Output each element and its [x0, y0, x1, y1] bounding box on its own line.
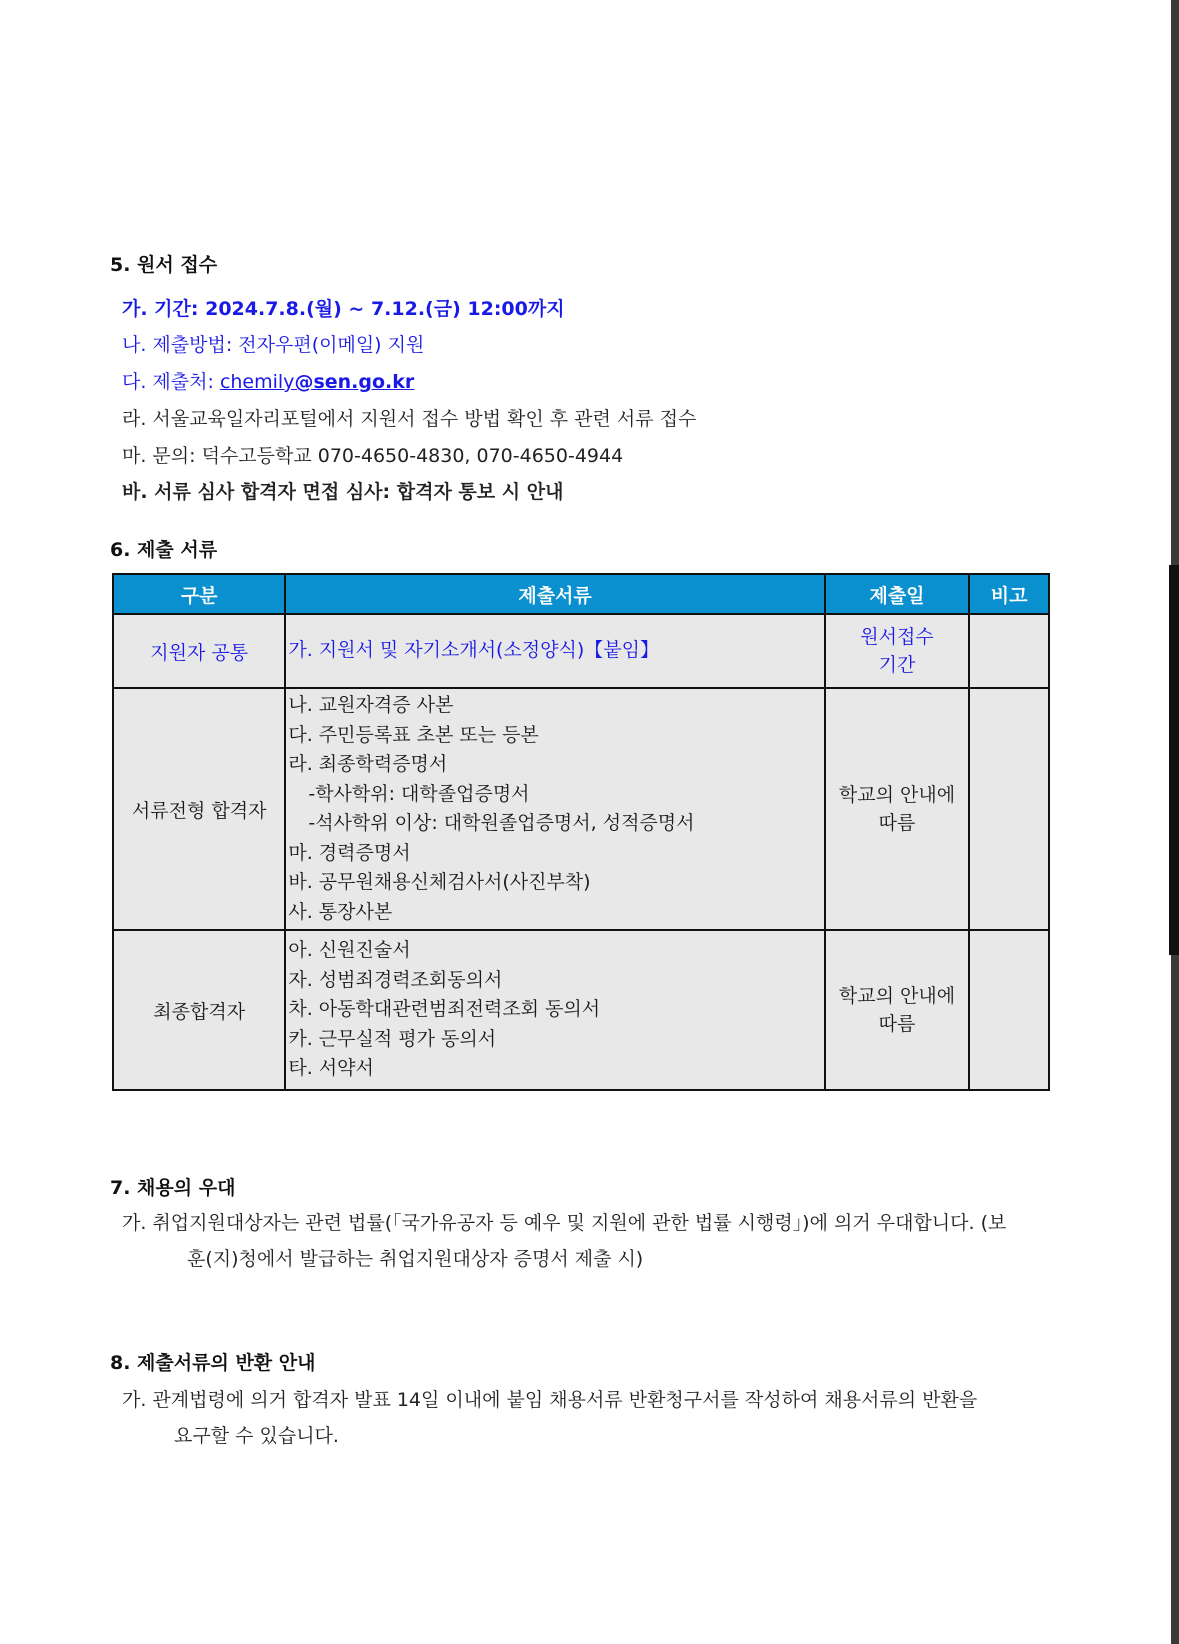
date-line: 원서접수: [860, 626, 934, 648]
row-date: [825, 688, 969, 930]
document-item: 다. 주민등록표 초본 또는 등본: [288, 723, 539, 746]
row-category: 지원자 공통: [113, 614, 285, 688]
row-date: [825, 930, 969, 1090]
document-item: 바. 공무원채용신체검사서(사진부착): [288, 871, 591, 893]
section-8-title: 8. 제출서류의 반환 안내: [110, 1352, 316, 1374]
document-item: 나. 교원자격증 사본: [288, 694, 454, 716]
date-line: 따름: [878, 812, 916, 834]
documents-table: [112, 573, 1050, 1091]
row-documents: [285, 688, 824, 930]
section-7-line: 훈(지)청에서 발급하는 취업지원대상자 증명서 제출 시): [187, 1248, 644, 1270]
header-date: 제출일: [825, 574, 969, 614]
document-subitem: -학사학위: 대학졸업증명서: [308, 782, 530, 805]
table-row: [113, 614, 1049, 688]
row-note: [969, 688, 1049, 930]
section-5-contact: 마. 문의: 덕수고등학교 070-4650-4830, 070-4650-4944: [122, 445, 624, 467]
document-item: 라. 최종학력증명서: [288, 753, 448, 775]
table-header-row: [113, 574, 1049, 614]
email-user: chemily: [219, 371, 295, 393]
email-domain: @sen.go.kr: [294, 371, 415, 393]
date-line: 학교의 안내에: [838, 985, 956, 1007]
date-line: 따름: [878, 1013, 916, 1035]
document-item: 차. 아동학대관련범죄전력조회 동의서: [288, 998, 601, 1021]
scrollbar-thumb[interactable]: [1169, 565, 1179, 955]
section-8-body: [122, 1382, 977, 1454]
header-documents: 제출서류: [285, 574, 824, 614]
row-date: [825, 614, 969, 688]
section-7-body: [122, 1205, 1006, 1277]
section-5-destination: [122, 367, 414, 394]
header-note: 비고: [969, 574, 1049, 614]
document-item: 타. 서약서: [288, 1057, 374, 1080]
section-7-title: 7. 채용의 우대: [110, 1177, 236, 1199]
section-6-title: 6. 제출 서류: [110, 539, 218, 561]
section-5-period: 가. 기간: 2024.7.8.(월) ~ 7.12.(금) 12:00까지: [122, 298, 565, 320]
row-note: [969, 930, 1049, 1090]
document-subitem: -석사학위 이상: 대학원졸업증명서, 성적증명서: [308, 812, 695, 834]
document-item: 아. 신원진술서: [288, 939, 411, 962]
row-documents: [285, 614, 824, 688]
section-5-method: 나. 제출방법: 전자우편(이메일) 지원: [122, 334, 425, 356]
destination-label: 다. 제출처:: [122, 371, 220, 393]
section-7-line: 가. 취업지원대상자는 관련 법률(｢국가유공자 등 예우 및 지원에 관한 법률 시행령｣)에 의거 우대합니다. (보: [122, 1212, 1007, 1234]
section-5-portal: 라. 서울교육일자리포털에서 지원서 접수 방법 확인 후 관련 서류 접수: [122, 408, 697, 430]
date-line: 기간: [878, 654, 916, 676]
email-link[interactable]: [220, 371, 414, 393]
document-item: 자. 성범죄경력조회동의서: [288, 968, 503, 991]
row-note: [969, 614, 1049, 688]
row-category: 최종합격자: [113, 930, 285, 1090]
date-line: 학교의 안내에: [838, 784, 956, 806]
row-documents: [285, 930, 824, 1090]
document-item: 가. 지원서 및 자기소개서(소정양식)【붙임】: [288, 639, 659, 662]
section-8-line: 요구할 수 있습니다.: [174, 1425, 339, 1447]
table-row: [113, 688, 1049, 930]
row-category: 서류전형 합격자: [113, 688, 285, 930]
section-5-title: 5. 원서 접수: [110, 254, 218, 276]
section-5-interview: 바. 서류 심사 합격자 면접 심사: 합격자 통보 시 안내: [122, 481, 564, 503]
header-category: 구분: [113, 574, 285, 614]
section-8-line: 가. 관계법령에 의거 합격자 발표 14일 이내에 붙임 채용서류 반환청구서를 작성하여 채용서류의 반환을: [122, 1389, 978, 1411]
document-item: 사. 통장사본: [288, 900, 393, 923]
document-item: 카. 근무실적 평가 동의서: [288, 1027, 497, 1050]
table-row: [113, 930, 1049, 1090]
document-item: 마. 경력증명서: [288, 841, 411, 864]
